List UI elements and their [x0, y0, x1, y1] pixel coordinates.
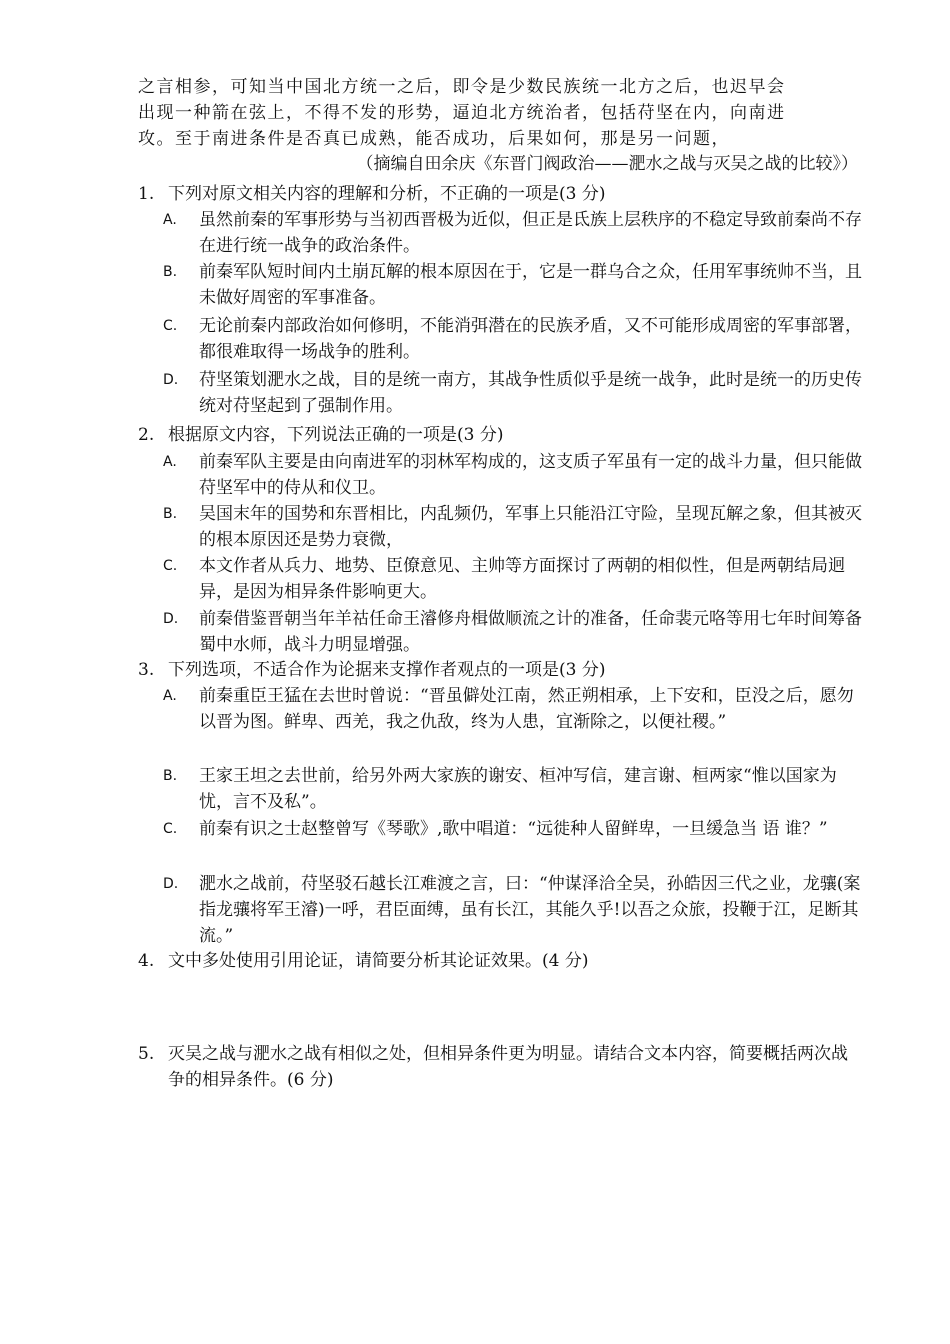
- option-letter: B.: [163, 506, 178, 522]
- question-1-option-b: [163, 259, 863, 311]
- passage-line: 攻。至于南进条件是否真已成熟，能否成功，后果如何，那是另一问题，: [138, 129, 730, 149]
- question-number: 3.: [138, 660, 155, 680]
- option-letter: A.: [163, 454, 177, 470]
- option-letter: C.: [163, 558, 178, 574]
- option-letter: A.: [163, 212, 177, 228]
- passage-line: 出现一种箭在弦上，不得不发的形势，逼迫北方统治者，包括苻坚在内，向南进: [138, 103, 786, 123]
- question-3-stem: [138, 657, 605, 683]
- question-number: 2.: [138, 425, 155, 445]
- question-text: 灭吴之战与淝水之战有相似之处，但相异条件更为明显。请结合文本内容，简要概括两次战争的相异条件。(6 分): [168, 1044, 848, 1090]
- option-letter: B.: [163, 768, 178, 784]
- question-text: 下列对原文相关内容的理解和分析，不正确的一项是(3 分): [168, 184, 606, 204]
- option-text: 虽然前秦的军事形势与当初西晋极为近似，但正是氐族上层秩序的不稳定导致前秦尚不存在进行统一战争的政治条件。: [199, 210, 862, 256]
- question-3-option-b: [163, 763, 863, 815]
- passage-line: 之言相参，可知当中国北方统一之后，即令是少数民族统一北方之后，也迟早会: [138, 77, 786, 97]
- option-text: 无论前秦内部政治如何修明，不能消弭潜在的民族矛盾，又不可能形成周密的军事部署，都很难取得一场战争的胜利。: [199, 316, 862, 362]
- option-text: 前秦借鉴晋朝当年羊祜任命王濬修舟楫做顺流之计的准备，任命裴元咯等用七年时间筹备蜀中水师，战斗力明显增强。: [199, 609, 862, 655]
- passage-source: （摘编自田余庆《东晋门阀政治——淝水之战与灭吴之战的比较》）: [356, 154, 858, 174]
- option-letter: D.: [163, 611, 179, 627]
- option-letter: C.: [163, 821, 178, 837]
- option-text: 前秦军队主要是由向南进军的羽林军构成的，这支质子军虽有一定的战斗力量，但只能做苻坚军中的侍从和仪卫。: [199, 452, 862, 498]
- option-letter: D.: [163, 876, 179, 892]
- passage-excerpt: [138, 74, 868, 152]
- option-text: 本文作者从兵力、地势、臣僚意见、主帅等方面探讨了两朝的相似性，但是两朝结局迥异，是因为相异条件影响更大。: [199, 556, 845, 602]
- question-text: 下列选项，不适合作为论据来支撑作者观点的一项是(3 分): [168, 660, 606, 680]
- question-1-option-d: [163, 367, 863, 419]
- option-text: 苻坚策划淝水之战，目的是统一南方，其战争性质似乎是统一战争，此时是统一的历史传统对苻坚起到了强制作用。: [199, 370, 862, 416]
- question-2-stem: [138, 422, 503, 448]
- option-text: 淝水之战前，苻坚驳石越长江难渡之言，曰：“仲谋泽洽全吴，孙皓因三代之业，龙骧(案指龙骧将军王濬)一呼，君臣面缚，虽有长江，其能久乎!以吾之众旅，投鞭于江，足断其流。”: [199, 874, 861, 946]
- option-text: 前秦军队短时间内土崩瓦解的根本原因在于，它是一群乌合之众，任用军事统帅不当，且未做好周密的军事准备。: [199, 262, 862, 308]
- question-text: 文中多处使用引用论证，请简要分析其论证效果。(4 分): [168, 951, 589, 971]
- question-3-option-a: [163, 683, 863, 735]
- question-number: 5.: [138, 1044, 155, 1064]
- question-1-option-c: [163, 313, 863, 365]
- option-text: 王家王坦之去世前，给另外两大家族的谢安、桓冲写信，建言谢、桓两家“惟以国家为忧，言不及私”。: [199, 766, 837, 812]
- option-letter: B.: [163, 264, 178, 280]
- question-1-stem: [138, 181, 605, 207]
- option-text: 吴国末年的国势和东晋相比，内乱频仍，军事上只能沿江守险，呈现瓦解之象，但其被灭的根本原因还是势力衰微，: [199, 504, 862, 550]
- option-text: 前秦有识之士赵整曾写《琴歌》,歌中唱道：“远徙种人留鲜卑，一旦缓急当 语 谁？”: [199, 819, 828, 839]
- option-letter: C.: [163, 318, 178, 334]
- question-1-option-a: [163, 207, 863, 259]
- option-text: 前秦重臣王猛在去世时曾说：“晋虽僻处江南，然正朔相承，上下安和，臣没之后，愿勿以晋为图。鲜卑、西羌，我之仇敌，终为人患，宜渐除之，以便社稷。”: [199, 686, 854, 732]
- question-2-option-a: [163, 449, 863, 501]
- question-2-option-d: [163, 606, 863, 658]
- option-letter: A.: [163, 688, 177, 704]
- question-2-option-c: [163, 553, 863, 605]
- question-5-stem: [138, 1041, 850, 1093]
- question-3-option-c: [163, 816, 863, 842]
- question-3-option-d: [163, 871, 863, 949]
- question-4-stem: [138, 948, 588, 974]
- question-number: 4.: [138, 951, 155, 971]
- question-text: 根据原文内容，下列说法正确的一项是(3 分): [168, 425, 504, 445]
- question-number: 1.: [138, 184, 155, 204]
- question-2-option-b: [163, 501, 863, 553]
- option-letter: D.: [163, 372, 179, 388]
